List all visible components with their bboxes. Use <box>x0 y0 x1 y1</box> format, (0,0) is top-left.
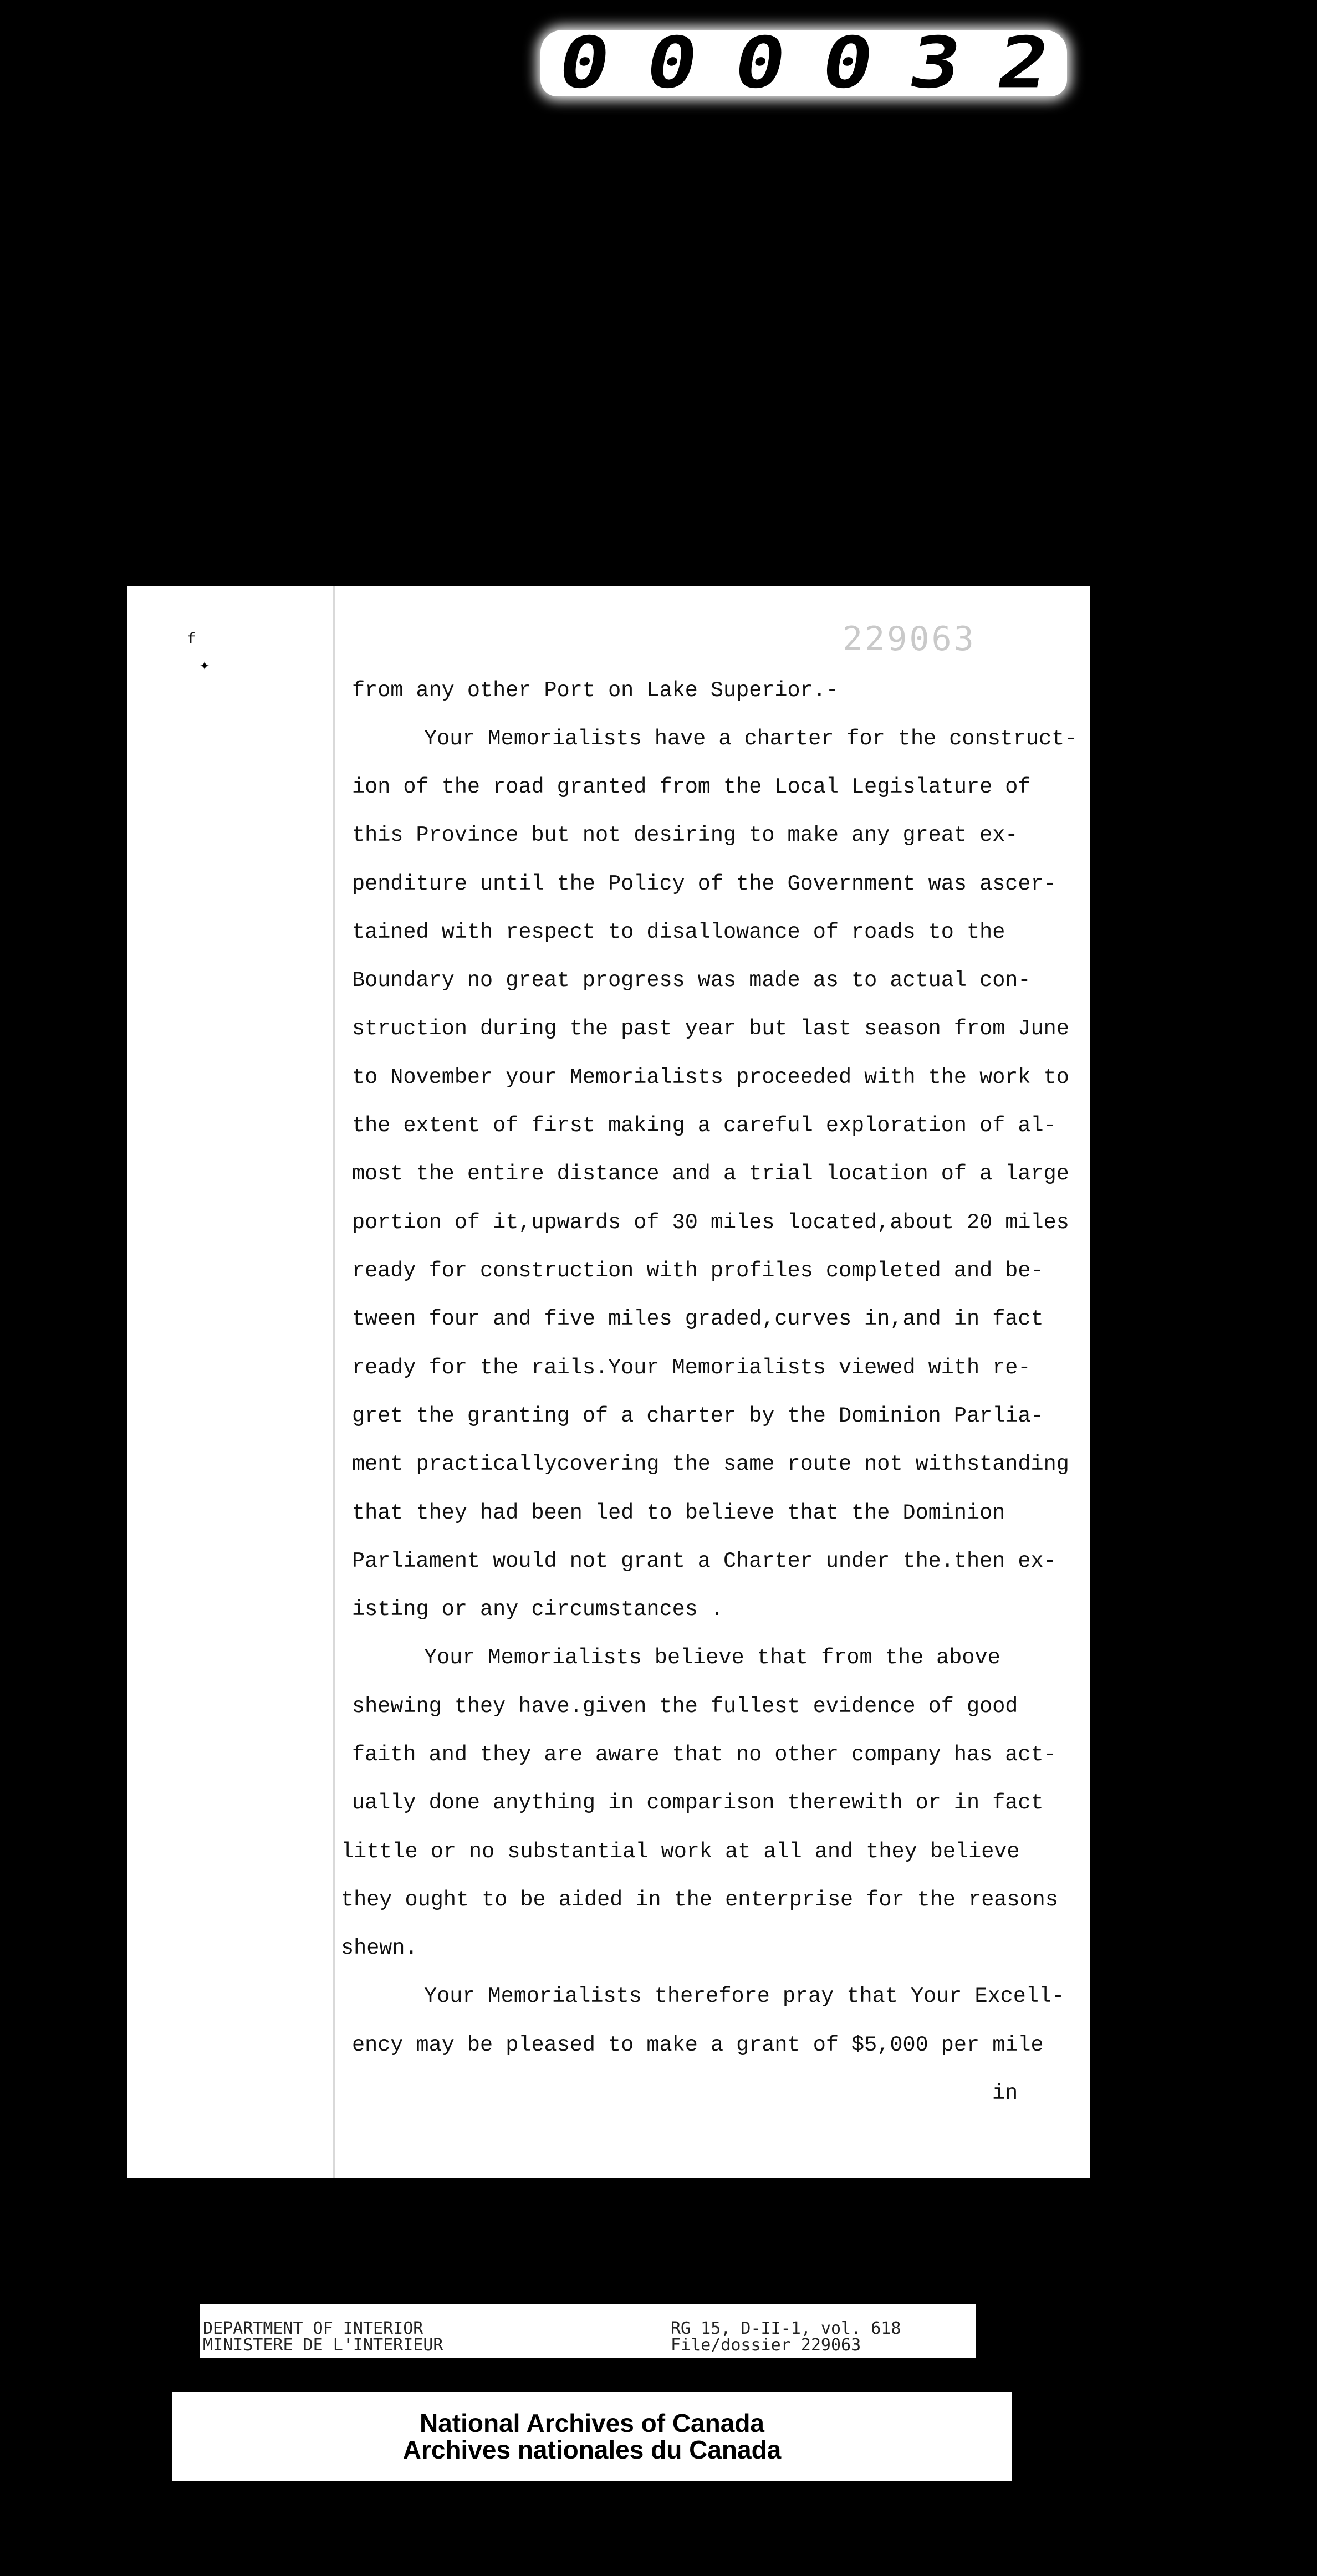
text-line: Your Memorialists believe that from the above <box>424 1645 1000 1670</box>
archival-label <box>200 2304 976 2358</box>
binding-margin <box>333 586 335 2178</box>
text-line: from any other Port on Lake Superior.- <box>352 678 839 703</box>
text-line: this Province but not desiring to make any great ex- <box>352 823 1018 847</box>
catchword: in <box>992 2081 1018 2105</box>
text-line: they ought to be aided in the enterprise for the reasons <box>341 1888 1058 1912</box>
text-line: tween four and five miles graded,curves in,and in fact <box>352 1307 1044 1331</box>
text-line: Parliament would not grant a Charter under the.then ex- <box>352 1549 1056 1573</box>
text-line: Your Memorialists therefore pray that Your Excell- <box>424 1984 1065 2008</box>
text-line: Your Memorialists have a charter for the construct- <box>424 727 1078 751</box>
text-line: ready for the rails.Your Memorialists viewed with re- <box>352 1356 1031 1380</box>
text-line: faith and they are aware that no other company has act- <box>352 1742 1056 1767</box>
text-line: penditure until the Policy of the Government was ascer- <box>352 872 1056 896</box>
text-line: ency may be pleased to make a grant of $5,000 per mile <box>352 2033 1044 2057</box>
file-number-stamp: 229063 <box>843 620 976 658</box>
text-line: struction during the past year but last season from June <box>352 1016 1069 1041</box>
text-line: ready for construction with profiles completed and be- <box>352 1259 1044 1283</box>
archives-banner <box>172 2392 1012 2481</box>
text-line: gret the granting of a charter by the Dominion Parlia- <box>352 1404 1044 1428</box>
department-name-fr: MINISTERE DE L'INTERIEUR <box>203 2335 443 2355</box>
text-line: most the entire distance and a trial location of a large <box>352 1162 1069 1186</box>
text-line: that they had been led to believe that the Dominion <box>352 1501 1005 1525</box>
archives-name-fr: Archives nationales du Canada <box>402 2435 782 2464</box>
text-line: ment practicallycovering the same route not withstanding <box>352 1452 1069 1476</box>
file-dossier-ref: File/dossier 229063 <box>671 2335 861 2355</box>
text-line: to November your Memorialists proceeded with the work to <box>352 1065 1069 1090</box>
department-name-en: DEPARTMENT OF INTERIOR <box>203 2319 423 2338</box>
archives-name-en: National Archives of Canada <box>419 2409 764 2437</box>
text-line: shewn. <box>341 1936 418 1960</box>
text-line: Boundary no great progress was made as to actual con- <box>352 968 1031 993</box>
frame-digit: 0 <box>640 22 705 104</box>
text-line: the extent of first making a careful exploration of al- <box>352 1113 1056 1138</box>
corner-mark: f <box>187 631 196 647</box>
text-line: little or no substantial work at all and they believe <box>341 1839 1020 1864</box>
text-line: portion of it,upwards of 30 miles located,about 20 miles <box>352 1210 1069 1235</box>
document-page <box>127 586 1090 2178</box>
frame-digit: 0 <box>727 22 793 104</box>
frame-counter <box>540 22 1067 104</box>
punch-hole-icon: ✦ <box>200 657 210 676</box>
text-line: isting or any circumstances . <box>352 1597 724 1622</box>
frame-digit: 0 <box>552 22 617 104</box>
frame-digit: 3 <box>903 22 968 104</box>
frame-digit: 2 <box>991 22 1055 104</box>
text-line: ion of the road granted from the Local Legislature of <box>352 775 1031 799</box>
record-group-ref: RG 15, D-II-1, vol. 618 <box>671 2319 901 2338</box>
frame-digit: 0 <box>815 22 880 104</box>
text-line: ually done anything in comparison therewith or in fact <box>352 1791 1044 1815</box>
text-line: tained with respect to disallowance of roads to the <box>352 920 1005 944</box>
text-line: shewing they have.given the fullest evidence of good <box>352 1694 1018 1719</box>
